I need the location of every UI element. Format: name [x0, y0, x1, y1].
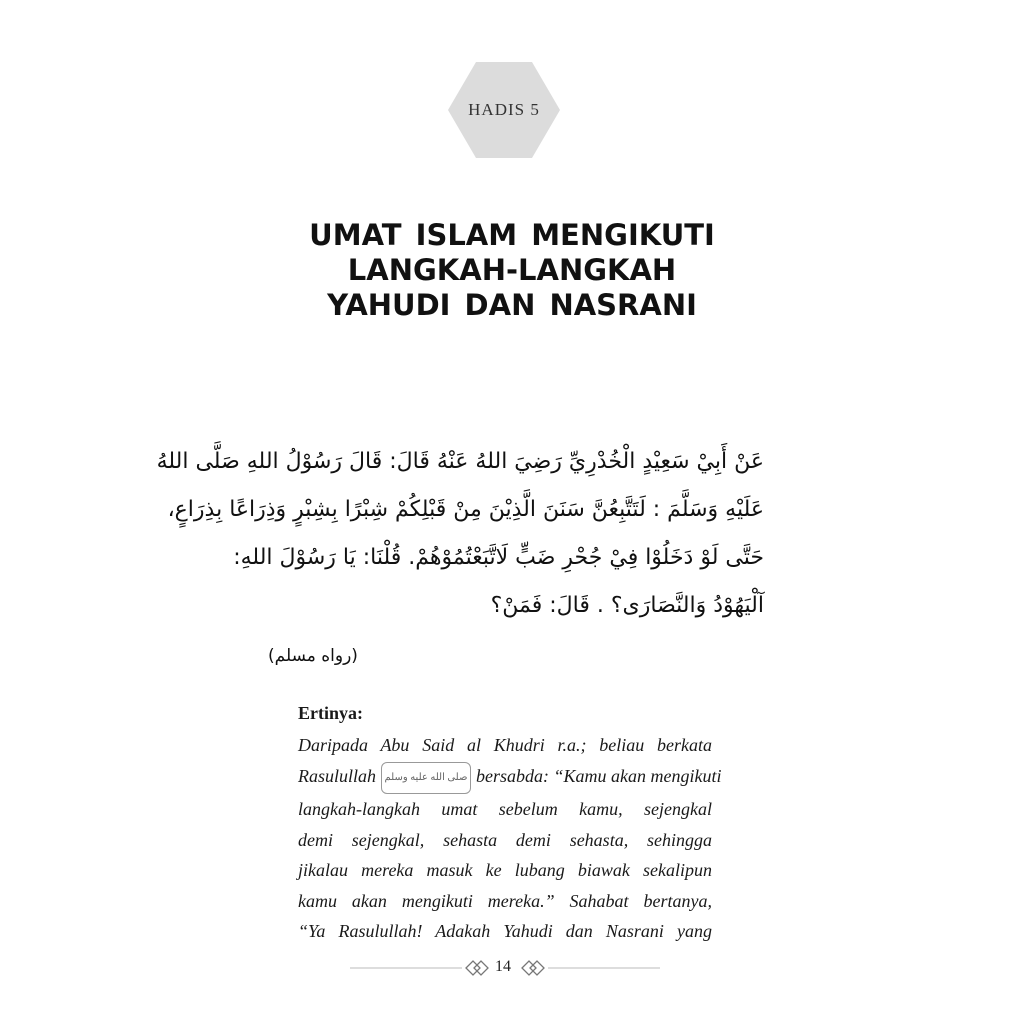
arabic-line: عَلَيْهِ وَسَلَّمَ : لَتَتَّبِعُنَّ سَنَنَ الَّذِيْنَ مِنْ قَبْلِكُمْ شِبْرًا بِشِبْرٍ وَذِرَاعًا بِذِرَاعٍ،: [167, 497, 764, 522]
chapter-title-line: UMAT ISLAM MENGIKUTI: [309, 218, 715, 252]
arabic-hadith-text: [156, 438, 764, 630]
honorific-saw-icon: صلى الله عليه وسلم: [381, 762, 472, 795]
arabic-line: آلْيَهُوْدُ وَالنَّصَارَى؟ . قَالَ: فَمَنْ؟: [490, 593, 764, 618]
translation-line: demi sejengkal, sehasta demi sehasta, sehingga: [298, 829, 712, 850]
arabic-line: عَنْ أَبِيْ سَعِيْدٍ الْخُدْرِيِّ رَضِيَ اللهُ عَنْهُ قَالَ: قَالَ رَسُوْلُ اللهِ صَلَّى اللهُ: [156, 449, 764, 474]
translation-segment: Rasulullah: [298, 765, 377, 786]
hadith-number-badge: [448, 62, 560, 158]
translation-line: [298, 761, 722, 795]
translation-line: “Ya Rasulullah! Adakah Yahudi dan Nasrani yang: [298, 921, 712, 941]
hadith-number-label: HADIS 5: [468, 100, 540, 119]
translation-text: [298, 730, 722, 947]
translation-line: kamu akan mengikuti mereka.” Sahabat bertanya,: [298, 890, 712, 911]
translation-line: jikalau mereka masuk ke lubang biawak sekalipun: [298, 860, 712, 880]
arabic-line: حَتَّى لَوْ دَخَلُوْا فِيْ جُحْرِ ضَبٍّ لَاتَّبَعْتُمُوْهُمْ. قُلْنَا: يَا رَسُوْلَ اللهِ:: [233, 545, 764, 570]
chapter-title-line: YAHUDI DAN NASRANI: [327, 288, 697, 322]
translation-heading: Ertinya:: [298, 703, 363, 723]
chapter-title: [200, 218, 824, 323]
translation-line: langkah-langkah umat sebelum kamu, sejengkal: [298, 799, 712, 819]
chapter-title-line: LANGKAH-LANGKAH: [347, 253, 677, 287]
hadith-source: (رواه مسلم): [268, 646, 358, 666]
translation-segment: bersabda: “Kamu akan mengikuti: [475, 765, 722, 786]
page-number: 14: [495, 958, 511, 975]
translation-line: Daripada Abu Said al Khudri r.a.; beliau berkata: [298, 735, 712, 755]
